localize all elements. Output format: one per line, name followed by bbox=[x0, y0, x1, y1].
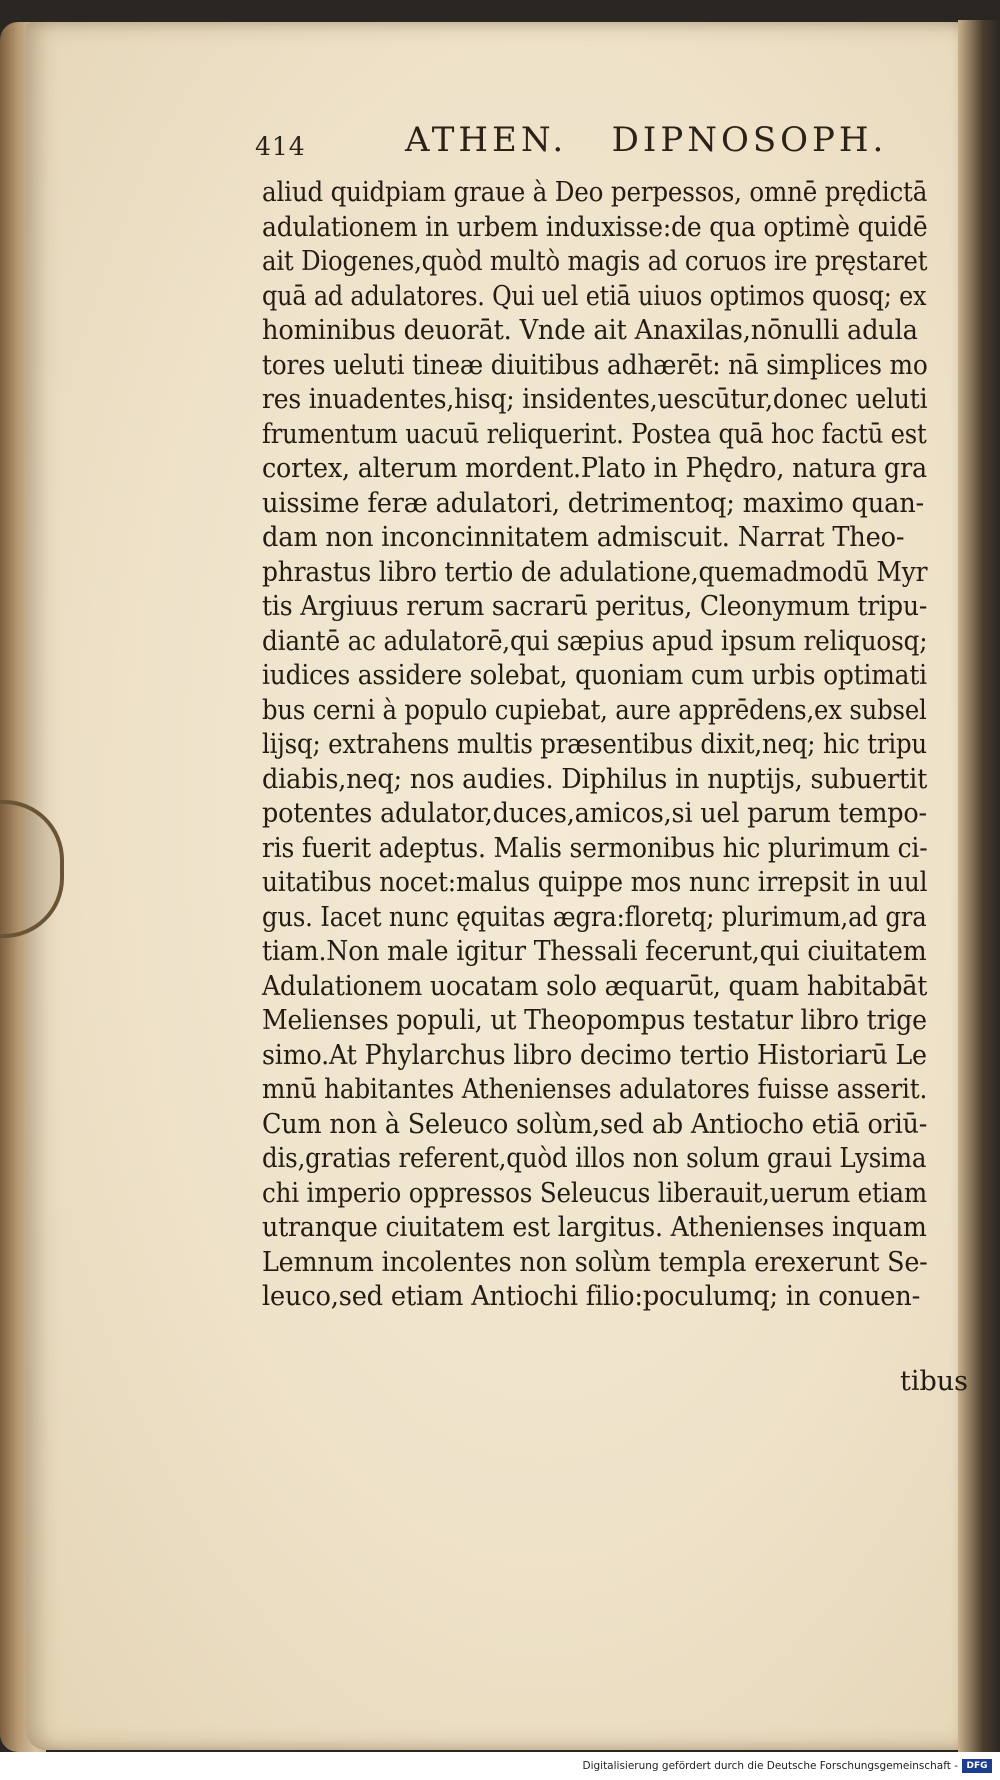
text-line: ait Diogenes,quòd multò magis ad coruos ire pręstaret bbox=[262, 246, 928, 277]
text-line: frumentum uacuū reliquerint. Postea quā hoc factū est bbox=[262, 418, 927, 450]
text-line: cortex, alterum mordent.Plato in Phędro, natura gra bbox=[262, 453, 927, 484]
text-line: simo.At Phylarchus libro decimo tertio Historiarū Le bbox=[262, 1039, 927, 1071]
text-line: adulationem in urbem induxisse:de qua optimè quidē bbox=[262, 211, 928, 243]
text-line: Melienses populi, ut Theopompus testatur libro trige bbox=[262, 1005, 927, 1036]
text-line: dam non inconcinnitatem admiscuit. Narrat Theo- bbox=[262, 522, 905, 553]
text-line: dis,gratias referent,quòd illos non solum graui Lysima bbox=[262, 1143, 927, 1174]
text-line: Adulationem uocatam solo æquarūt, quam habitabāt bbox=[262, 970, 928, 1002]
text-line: Cum non à Seleuco solùm,sed ab Antiocho etiā oriū- bbox=[262, 1108, 928, 1140]
catchword: tibus bbox=[900, 1366, 969, 1397]
text-line: ris fuerit adeptus. Malis sermonibus hic plurimum ci- bbox=[262, 832, 928, 864]
page-gutter-shadow bbox=[958, 20, 1000, 1752]
text-line: hominibus deuorāt. Vnde ait Anaxilas,nōnulli adula bbox=[262, 315, 918, 346]
text-line: tiam.Non male igitur Thessali fecerunt,qui ciuitatem bbox=[262, 936, 927, 967]
text-line: iudices assidere solebat, quoniam cum urbis optimati bbox=[262, 660, 927, 691]
text-line: diabis,neq; nos audies. Diphilus in nuptijs, subuertit bbox=[262, 763, 928, 795]
text-line: tis Argiuus rerum sacrarū peritus, Cleonymum tripu- bbox=[262, 591, 928, 622]
text-line: leuco,sed etiam Antiochi filio:poculumq; in conuen- bbox=[262, 1281, 921, 1312]
text-line: lijsq; extrahens multis præsentibus dixit,neq; hic tripu bbox=[262, 729, 927, 760]
running-title: ATHEN. DIPNOSOPH. bbox=[405, 120, 888, 160]
funding-credit: Digitalisierung gefördert durch die Deutsche Forschungsgemeinschaft - bbox=[582, 1760, 958, 1772]
text-line: gus. Iacet nunc ęquitas ægra:floretq; plurimum,ad gra bbox=[262, 901, 927, 933]
page-header bbox=[255, 120, 888, 170]
text-line: res inuadentes,hisq; insidentes,uescūtur,donec ueluti bbox=[262, 384, 928, 415]
text-line: potentes adulator,duces,amicos,si uel parum tempo- bbox=[262, 798, 927, 829]
text-line: phrastus libro tertio de adulatione,quemadmodū Myr bbox=[262, 556, 928, 588]
text-line: chi imperio oppressos Seleucus liberauit,uerum etiam bbox=[262, 1177, 927, 1209]
text-line: diantē ac adulatorē,qui sæpius apud ipsum reliquosq; bbox=[262, 625, 928, 657]
text-line: aliud quidpiam graue à Deo perpessos, omnē prędictā bbox=[262, 177, 928, 208]
text-line: utranque ciuitatem est largitus. Athenienses inquam bbox=[262, 1212, 927, 1243]
page-number: 414 bbox=[255, 132, 306, 161]
text-line: bus cerni à populo cupiebat, aure apprēdens,ex subsel bbox=[262, 694, 927, 726]
text-line: mnū habitantes Athenienses adulatores fuisse asserit. bbox=[262, 1074, 928, 1105]
text-line: tores ueluti tineæ diuitibus adhærēt: nā simplices mo bbox=[262, 349, 928, 381]
text-line: uissime feræ adulatori, detrimentoq; maximo quan- bbox=[262, 487, 925, 519]
body-text bbox=[262, 176, 962, 1315]
text-line: Lemnum incolentes non solùm templa erexerunt Se- bbox=[262, 1246, 928, 1278]
dfg-logo: DFG bbox=[962, 1759, 992, 1773]
text-line: quā ad adulatores. Qui uel etiā uiuos optimos quosq; ex bbox=[262, 280, 927, 312]
text-line: uitatibus nocet:malus quippe mos nunc irrepsit in uul bbox=[262, 867, 928, 898]
